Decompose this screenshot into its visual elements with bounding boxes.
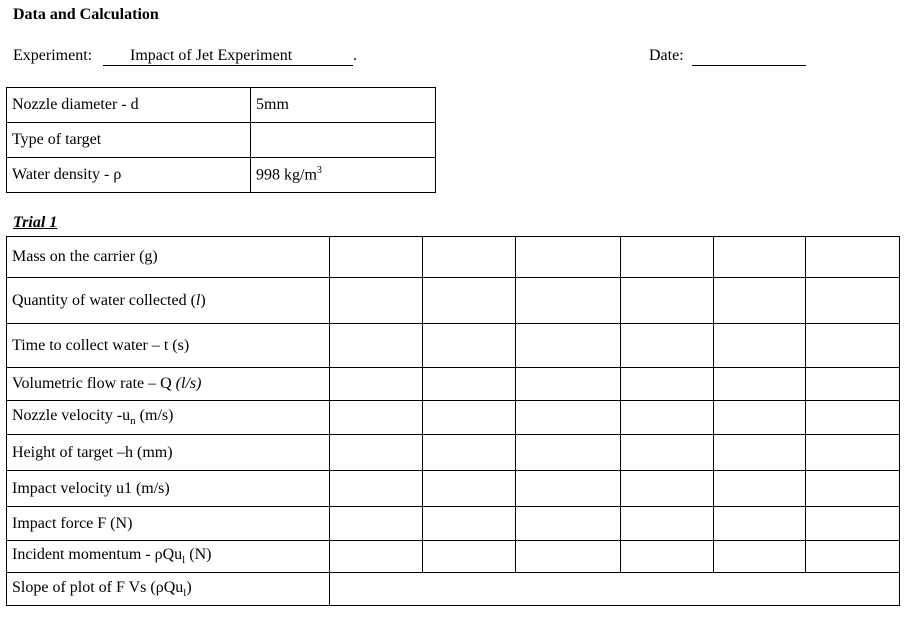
data-cell[interactable] [621,401,714,435]
info-key: Nozzle diameter - d [7,88,251,123]
table-row [7,368,900,401]
data-cell[interactable] [516,237,621,278]
data-cell[interactable] [330,401,423,435]
info-value [251,158,436,193]
row-label [7,368,330,401]
row-label [7,541,330,573]
data-cell[interactable] [621,368,714,401]
data-cell[interactable] [423,435,516,471]
info-value: 5mm [251,88,436,123]
data-cell[interactable] [330,324,423,368]
row-label: Height of target –h (mm) [7,435,330,471]
data-cell[interactable] [516,507,621,541]
data-cell[interactable] [423,541,516,573]
row-label-sub: n [130,415,136,428]
row-label-text: (N) [185,546,212,564]
row-label-text: ) [186,578,192,596]
trial-title: Trial 1 [13,214,58,231]
slope-cell[interactable] [330,573,900,606]
data-cell[interactable] [516,541,621,573]
table-row [7,324,900,368]
data-cell[interactable] [806,324,900,368]
table-row [7,237,900,278]
data-cell[interactable] [423,368,516,401]
data-cell[interactable] [806,541,900,573]
data-cell[interactable] [330,368,423,401]
row-label-text: ) [200,291,206,309]
data-cell[interactable] [423,324,516,368]
data-cell[interactable] [806,471,900,507]
table-row [7,278,900,324]
data-cell[interactable] [621,507,714,541]
data-cell[interactable] [330,237,423,278]
date-blank-line [692,65,806,66]
data-cell[interactable] [330,471,423,507]
info-value-text: 998 kg/m [256,166,317,184]
row-label: Impact velocity u1 (m/s) [7,471,330,507]
info-row [7,123,436,158]
data-cell[interactable] [806,507,900,541]
row-label-italic: (l/s) [175,375,202,392]
date-label: Date: [649,47,684,64]
row-label-text: Incident momentum - ρQu [12,546,183,564]
data-cell[interactable] [714,324,806,368]
row-label: Impact force F (N) [7,507,330,541]
row-label [7,401,330,435]
row-label-text: Slope of plot of F Vs (ρQu [12,578,184,596]
data-cell[interactable] [423,401,516,435]
info-key: Type of target [7,123,251,158]
experiment-label: Experiment: [13,47,93,64]
data-cell[interactable] [516,435,621,471]
row-label-text: Nozzle velocity -u [12,407,131,425]
table-row [7,507,900,541]
row-label-sub: l [183,587,187,600]
data-cell[interactable] [516,401,621,435]
data-cell[interactable] [423,471,516,507]
data-cell[interactable] [621,541,714,573]
row-label-text: Volumetric flow rate – Q [12,375,176,392]
data-cell[interactable] [806,237,900,278]
row-label-italic: l [195,291,201,309]
data-cell[interactable] [714,368,806,401]
data-cell[interactable] [423,278,516,324]
data-cell[interactable] [806,368,900,401]
data-cell[interactable] [806,435,900,471]
table-row [7,541,900,573]
table-row [7,401,900,435]
info-row [7,158,436,193]
data-cell[interactable] [714,435,806,471]
row-label: Time to collect water – t (s) [7,324,330,368]
trial-table [6,236,900,606]
data-cell[interactable] [423,507,516,541]
data-cell[interactable] [621,278,714,324]
data-cell[interactable] [330,435,423,471]
info-key: Water density - ρ [7,158,251,193]
row-label [7,573,330,606]
data-cell[interactable] [423,237,516,278]
data-cell[interactable] [714,541,806,573]
data-cell[interactable] [621,324,714,368]
data-cell[interactable] [330,507,423,541]
info-table [6,87,436,193]
row-label-sub: l [182,554,186,567]
row-label [7,278,330,324]
row-label: Mass on the carrier (g) [7,237,330,278]
data-cell[interactable] [330,541,423,573]
table-row [7,573,900,606]
data-cell[interactable] [516,368,621,401]
data-cell[interactable] [714,507,806,541]
row-label-text: Quantity of water collected ( [12,291,196,309]
experiment-value: Impact of Jet Experiment [103,47,353,66]
row-label-text: (m/s) [135,407,174,425]
data-cell[interactable] [621,471,714,507]
data-cell[interactable] [621,237,714,278]
info-value [251,123,436,158]
data-cell[interactable] [714,471,806,507]
data-cell[interactable] [806,278,900,324]
data-cell[interactable] [516,471,621,507]
experiment-trailing-dot: . [353,47,357,64]
table-row [7,471,900,507]
info-row [7,88,436,123]
data-cell[interactable] [714,278,806,324]
data-cell[interactable] [806,401,900,435]
data-cell[interactable] [330,278,423,324]
table-row [7,435,900,471]
data-cell[interactable] [516,324,621,368]
data-cell[interactable] [516,278,621,324]
page-heading: Data and Calculation [13,6,159,23]
info-value-sup: 3 [316,165,322,177]
data-cell[interactable] [714,401,806,435]
data-cell[interactable] [714,237,806,278]
data-cell[interactable] [621,435,714,471]
